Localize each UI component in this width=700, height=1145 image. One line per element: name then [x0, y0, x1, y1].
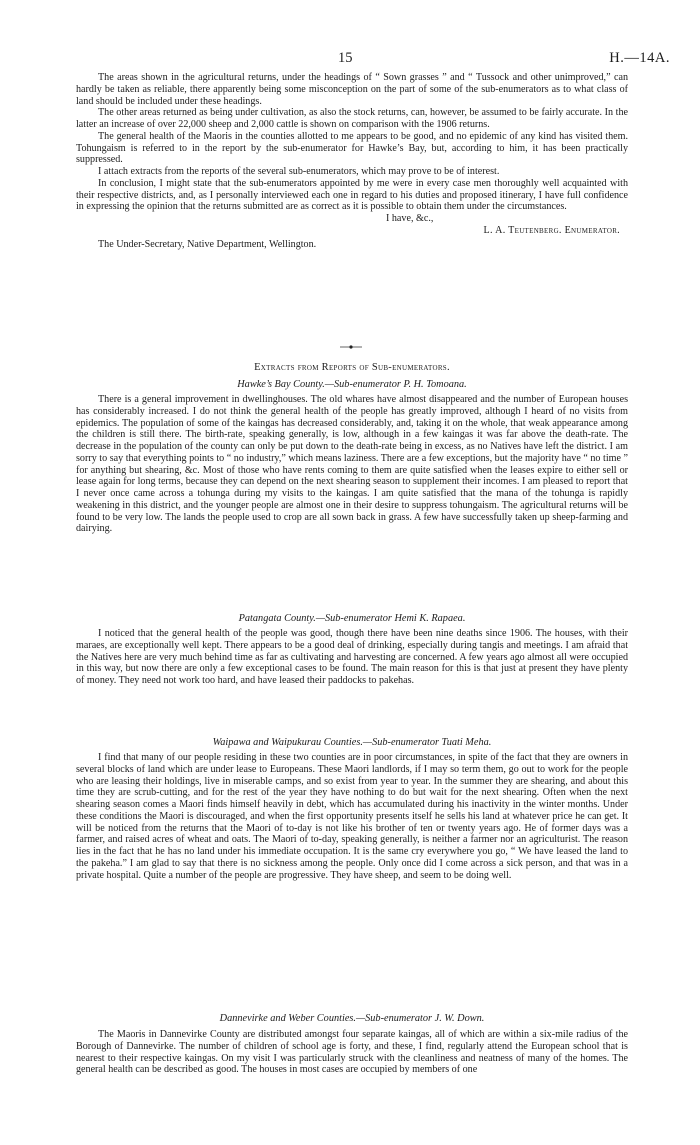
- intro-paragraph-4: I attach extracts from the reports of the several sub-enumerators, which may prove to be of interest.: [98, 166, 500, 177]
- section-heading-waipawa: Waipawa and Waipukurau Counties.—Sub-enumerator Tuati Meha.: [212, 737, 492, 748]
- page-header: [0, 50, 700, 70]
- section-heading-hawkes-bay: Hawke’s Bay County.—Sub-enumerator P. H. Tomoana.: [237, 379, 467, 390]
- section-body-waipawa: [76, 752, 628, 881]
- extracts-title: Extracts from Reports of Sub-enumerators.: [254, 362, 450, 373]
- closing-line: I have, &c.,: [386, 213, 434, 224]
- addressee: The Under-Secretary, Native Department, Wellington.: [98, 238, 317, 250]
- section-text-hawkes-bay: There is a general improvement in dwellinghouses. The old whares have almost disappeared and the number of European houses has considerably increased. I do not think the general health of the people has greatly improved, although I heard of no visits from epidemics. The population of some of the kaingas has decreased considerably, and, taking it on the whole, that weak appearance among the children is still there. The birth-rate, speaking generally, is low, although in a few kaingas it was far above the death-rate. The decrease in the population of the county can only be put down to the death-rate being in excess, as no Natives have left the district. I am sorry to say that everything points to “ no industry,” which means laziness. There are a few exceptions, but the majority have “ no time ” for anything but shearing, &c. Most of those who have rents coming to them are quite satisfied when the leases expire to either sell or lease again for long terms, because they can depend on the next shearing season to supplement their incomes. I am pleased to report that I never once came across a tohunga during my visits to the kaingas. I am quite satisfied that the mana of the tohunga is rapidly weakening in this district, and the younger people are almost one in their desire to suppress tohungaism. The agricultural returns will be found to be very low. The lands the people used to crop are all sown back in grass. A few have successfully taken up sheep-farming and dairying.: [76, 394, 628, 535]
- document-reference: H.—14A.: [609, 50, 670, 66]
- section-body-dannevirke: [76, 1029, 628, 1076]
- intro-paragraph-3: The general health of the Maoris in the counties allotted to me appears to be good, and no epidemic of any kind has visited them. Tohungaism is referred to in the report by the sub-enumerator for Hawke’s Bay, but, according to him, it has been practically suppressed.: [76, 130, 628, 166]
- section-body-hawkes-bay: [76, 394, 628, 535]
- section-heading-patangata: Patangata County.—Sub-enumerator Hemi K. Rapaea.: [238, 613, 466, 624]
- section-body-patangata: [76, 628, 628, 687]
- section-heading-dannevirke: Dannevirke and Weber Counties.—Sub-enumerator J. W. Down.: [219, 1013, 485, 1024]
- section-text-dannevirke: The Maoris in Dannevirke County are distributed amongst four separate kaingas, all of which are within a six-mile radius of the Borough of Dannevirke. The number of children of school age is forty, and these, I find, regularly attend the European school that is nearest to their respective kaingas. On my visit I was particularly struck with the cleanliness and neatness of many of the homes. The general health can be described as good. The houses in most cases are occupied by members of one: [76, 1029, 628, 1076]
- page-number: 15: [338, 50, 353, 66]
- signature: L. A. Teutenberg. Enumerator.: [483, 224, 620, 236]
- intro-paragraph-5: In conclusion, I might state that the sub-enumerators appointed by me were in every case men thoroughly well acquainted with their respective districts, and, as I personally interviewed each one in regard to his duties and proposed itinerary, I have full confidence in expressing the opinion that the returns submitted are as correct as it is possible to obtain them under the circumstances.: [76, 177, 628, 213]
- intro-paragraph-2: The other areas returned as being under cultivation, as also the stock returns, can, however, be assumed to be fairly accurate. In the latter an increase of over 22,000 sheep and 2,000 cattle is shown on comparison with the 1906 returns.: [76, 107, 628, 130]
- section-text-waipawa: I find that many of our people residing in these two counties are in poor circumstances, in spite of the fact that they are owners in several blocks of land which are under lease to Europeans. These Maori landlords, if I may so term them, go out to work for the people who are leasing their holdings, live in miserable camps, and so exist from year to year. In the summer they are shearing, and about this time they are scrub-cutting, and for the rest of the year they have nothing to do but wait for the next shearing. Often when the next shearing season comes a Maori finds himself heavily in debt, which has accumulated during his inactivity in the winter months. Under these conditions the Maori is discouraged, and when the first opportunity presents itself he sells his land at whatever price he can get. It will be noticed from the returns that the Maori of to-day is not like his brother of ten or twenty years ago. He of former days was a farmer, and raised acres of wheat and oats. The Maori of to-day, speaking generally, is neither a farmer nor an agriculturist. The reason lies in the fact that he has no land under his immediate occupation. It is the same cry everywhere you go, “ We have leased the land to the pakeha.” I am glad to say that there is no sickness among the people. Only once did I come across a sick person, and that was in a private hospital. Quite a number of the people are progressive. They have sheep, and seem to be doing well.: [76, 752, 628, 881]
- intro-paragraph-1: The areas shown in the agricultural returns, under the headings of “ Sown grasses ” and “ Tussock and other unimproved,” can hardly be taken as reliable, there apparently being some misconception on the part of some of the sub-enumerators as to what class of land should be included under these headings.: [76, 72, 628, 107]
- intro-block: [76, 72, 628, 250]
- section-text-patangata: I noticed that the general health of the people was good, though there have been nine deaths since 1906. The houses, with their maraes, are exceptionally well kept. There appears to be a good deal of drinking, especially during tangis and meetings. I am afraid that the Natives here are very much behind time as far as cultivating and harvesting are concerned. A few years ago almost all were occupied in this way, but now there are only a few exceptional cases to be found. The main reason for this is that just at present they have plenty of money. They need not work too hard, and have leased their paddocks to pakehas.: [76, 628, 628, 686]
- section-divider: [340, 342, 362, 352]
